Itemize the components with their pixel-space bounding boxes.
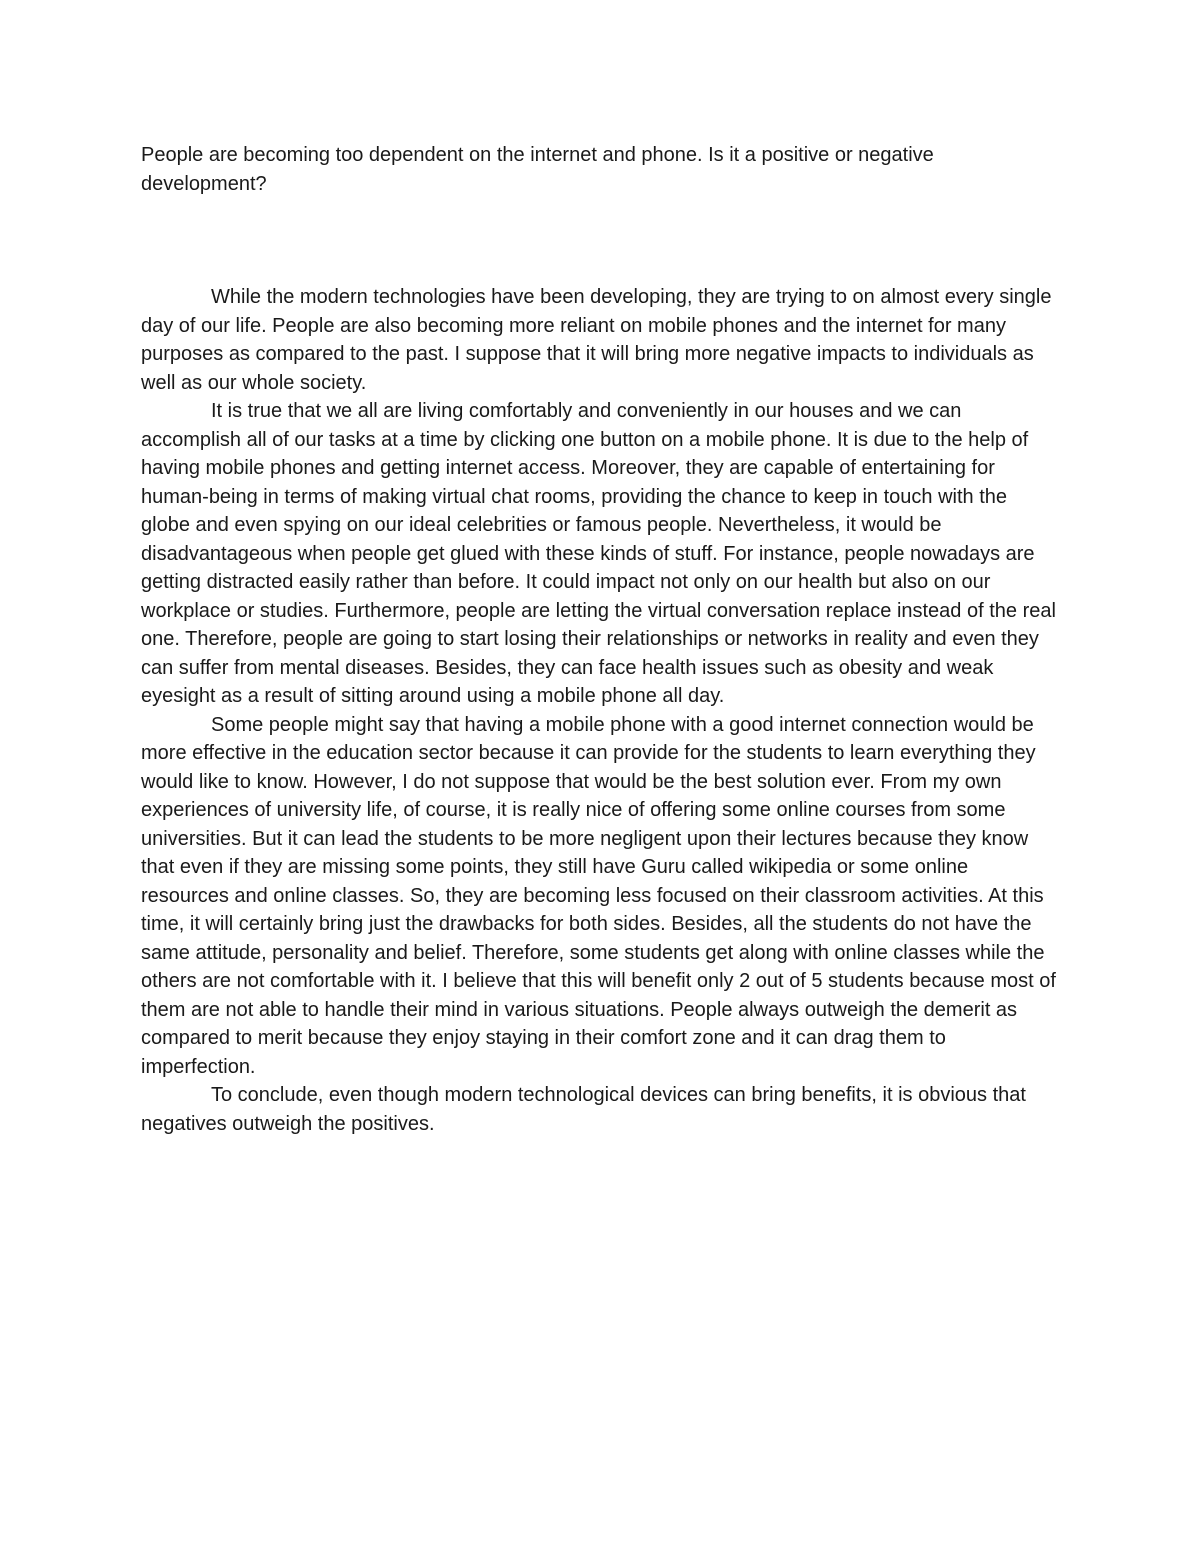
essay-paragraph-body-1: It is true that we all are living comfortably and conveniently in our houses and we can accomplish all of our tasks at a time by clicking one button on a mobile phone. It is due to the help of having mobile phones and getting internet access. Moreover, they are capable of entertaining for human-being in terms of making virtual chat rooms, providing the chance to keep in touch with the globe and even spying on our ideal celebrities or famous people. Nevertheless, it would be disadvantageous when people get glued with these kinds of stuff. For instance, people nowadays are getting distracted easily rather than before. It could impact not only on our health but also on our workplace or studies. Furthermore, people are letting the virtual conversation replace instead of the real one. Therefore, people are going to start losing their relationships or networks in reality and even they can suffer from mental diseases. Besides, they can face health issues such as obesity and weak eyesight as a result of sitting around using a mobile phone all day. bbox=[141, 400, 1056, 707]
essay-paragraph-conclusion: To conclude, even though modern technological devices can bring benefits, it is obvious that negatives outweigh the positives. bbox=[141, 1084, 1026, 1135]
essay-paragraph-body-2: Some people might say that having a mobile phone with a good internet connection would be more effective in the education sector because it can provide for the students to learn everything they would like to know. However, I do not suppose that would be the best solution ever. From my own experiences of university life, of course, it is really nice of offering some online courses from some universities. But it can lead the students to be more negligent upon their lectures because they know that even if they are missing some points, they still have Guru called wikipedia or some online resources and online classes. So, they are becoming less focused on their classroom activities. At this time, it will certainly bring just the drawbacks for both sides. Besides, all the students do not have the same attitude, personality and belief. Therefore, some students get along with online classes while the others are not comfortable with it. I believe that this will benefit only 2 out of 5 students because most of them are not able to handle their mind in various situations. People always outweigh the demerit as compared to merit because they enjoy staying in their comfort zone and it can drag them to imperfection. bbox=[141, 713, 1056, 1078]
document-body bbox=[141, 141, 1061, 1138]
essay-prompt: People are becoming too dependent on the internet and phone. Is it a positive or negative development? bbox=[141, 144, 934, 195]
essay-text bbox=[141, 283, 1061, 1138]
essay-paragraph-introduction: While the modern technologies have been developing, they are trying to on almost every single day of our life. People are also becoming more reliant on mobile phones and the internet for many purposes as compared to the past. I suppose that it will bring more negative impacts to individuals as well as our whole society. bbox=[141, 286, 1052, 394]
